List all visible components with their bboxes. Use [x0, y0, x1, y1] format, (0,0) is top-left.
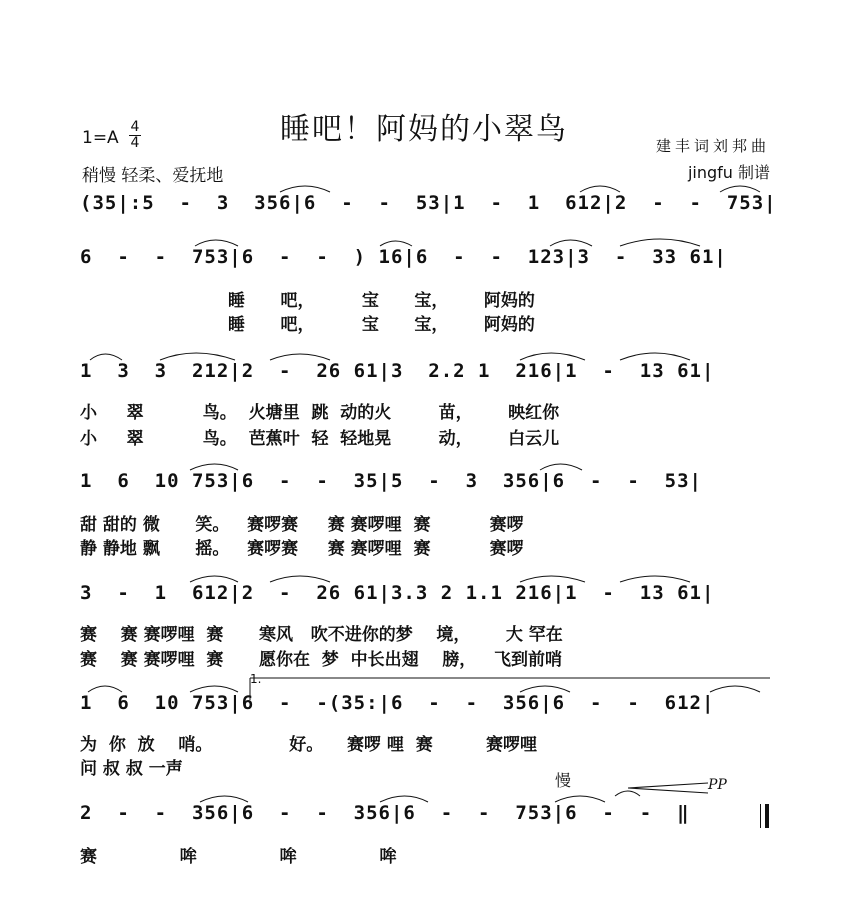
key-signature: 1=A	[82, 128, 119, 148]
notation: 1 3 3 212|2 - 26 61|3 2.2 1 216|1 - 13 61|	[80, 360, 715, 382]
score-line-6	[80, 692, 776, 726]
score-line-7	[80, 802, 776, 836]
notation: 6 - - 753|6 - - ) 16|6 - - 123|3 - 33 61|	[80, 246, 727, 268]
time-signature-bottom: 4	[130, 135, 140, 151]
pianissimo-mark: PP	[708, 777, 727, 793]
notation: 3 - 1 612|2 - 26 61|3.3 2 1.1 216|1 - 13 61|	[80, 582, 715, 604]
arranger-credit: jingfu 制谱	[687, 163, 770, 182]
decrescendo-hairpin	[628, 782, 708, 794]
tempo-marking: 稍慢 轻柔、爱抚地	[82, 166, 224, 186]
score-line-3	[80, 360, 776, 394]
lyric-line: 静 静地 飘 摇。 赛啰赛 赛 赛啰哩 赛 赛啰	[80, 539, 524, 559]
lyric-line: 问 叔 叔 一声	[80, 759, 183, 779]
lyric-line: 睡 吧， 宝 宝， 阿妈的	[80, 315, 535, 335]
time-signature	[128, 120, 142, 151]
notation: (35|:5 - 3 356|6 - - 53|1 - 1 612|2 - - 753|	[80, 192, 777, 214]
notation: 2 - - 356|6 - - 356|6 - - 753|6 - - ‖	[80, 802, 690, 824]
final-barline-thick	[765, 804, 769, 828]
lyric-line: 赛 赛 赛啰哩 赛 寒风 吹不进你的梦 境， 大 罕在	[80, 625, 563, 645]
lyric-line: 睡 吧， 宝 宝， 阿妈的	[80, 291, 535, 311]
score-line-5	[80, 582, 776, 616]
notation: 1 6 10 753|6 - -(35:|6 - - 356|6 - - 612|	[80, 692, 715, 714]
time-signature-top: 4	[130, 119, 140, 135]
final-barline-thin	[760, 804, 761, 828]
lyric-line: 小 翠 鸟。 芭蕉叶 轻 轻地晃 动， 白云儿	[80, 429, 560, 449]
score-line-2	[80, 246, 776, 280]
score-line-4	[80, 470, 776, 504]
lyric-line: 赛 赛 赛啰哩 赛 愿你在 梦 中长出翅 膀， 飞到前哨	[80, 650, 563, 670]
lyric-line: 小 翠 鸟。 火塘里 跳 动的火 苗， 映红你	[80, 403, 560, 423]
score-line-1	[80, 192, 776, 226]
song-title: 睡吧！阿妈的小翠鸟	[280, 112, 568, 147]
slow-marking: 慢	[555, 771, 572, 790]
lyric-line: 为 你 放 哨。 好。 赛啰 哩 赛 赛啰哩	[80, 735, 537, 755]
volta-mark: 1.	[250, 672, 262, 686]
composer-credit: 建丰词刘邦曲	[655, 137, 770, 155]
notation: 1 6 10 753|6 - - 35|5 - 3 356|6 - - 53|	[80, 470, 702, 492]
lyric-line: 赛 哞 哞 哞	[80, 847, 397, 867]
lyric-line: 甜 甜的 微 笑。 赛啰赛 赛 赛啰哩 赛 赛啰	[80, 515, 524, 535]
